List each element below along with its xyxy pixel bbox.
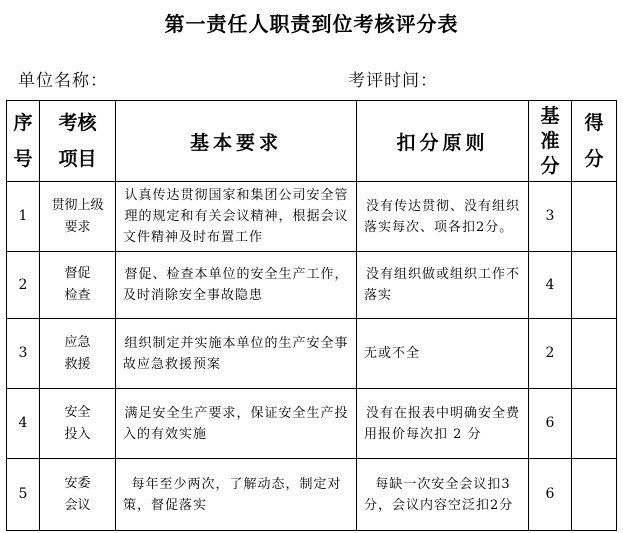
row-base-score: 2: [529, 319, 572, 389]
header-score: 得 分: [572, 101, 617, 182]
row-deduction: 没有组织做或组织工作不落实: [357, 252, 529, 319]
table-row: [7, 252, 617, 319]
evaluation-time-label: 考评时间：: [348, 71, 438, 91]
row-seq: 3: [7, 319, 40, 389]
row-deduction: 没有在报表中明确安全费用报价每次扣 2 分: [357, 389, 529, 459]
row-score[interactable]: [572, 459, 617, 531]
row-deduction: 每缺一次安全会议扣3分，会议内容空泛扣2分: [357, 459, 529, 531]
header-requirement: 基本要求: [116, 101, 357, 182]
document-title: 第一责任人职责到位考核评分表: [164, 12, 459, 36]
row-base-score: 4: [529, 252, 572, 319]
table-row: [7, 459, 617, 531]
table-header-row: [7, 101, 617, 182]
row-requirement: 满足安全生产要求，保证安全生产投入的有效实施: [116, 389, 357, 459]
row-requirement: 组织制定并实施本单位的生产安全事故应急救援预案: [116, 319, 357, 389]
row-item: 贯彻上级 要求: [40, 182, 116, 252]
header-seq: 序 号: [7, 101, 40, 182]
header-item: 考核 项目: [40, 101, 116, 182]
row-item: 督促 检查: [40, 252, 116, 319]
row-seq: 5: [7, 459, 40, 531]
row-item: 安全 投入: [40, 389, 116, 459]
row-item: 安委 会议: [40, 459, 116, 531]
row-score[interactable]: [572, 182, 617, 252]
row-base-score: 6: [529, 459, 572, 531]
header-base-score: 基 准 分: [529, 101, 572, 182]
unit-name-label: 单位名称：: [18, 71, 108, 91]
table-row: [7, 389, 617, 459]
table-row: [7, 182, 617, 252]
row-base-score: 6: [529, 389, 572, 459]
row-deduction: 没有传达贯彻、没有组织落实每次、项各扣2分。: [357, 182, 529, 252]
table-row: [7, 319, 617, 389]
row-score[interactable]: [572, 252, 617, 319]
score-table: [6, 100, 617, 531]
row-score[interactable]: [572, 389, 617, 459]
row-score[interactable]: [572, 319, 617, 389]
row-item: 应急 救援: [40, 319, 116, 389]
row-seq: 1: [7, 182, 40, 252]
row-requirement: 认真传达贯彻国家和集团公司安全管理的规定和有关会议精神，根据会议文件精神及时布置工作: [116, 182, 357, 252]
row-seq: 4: [7, 389, 40, 459]
row-requirement: 督促、检查本单位的安全生产工作，及时消除安全事故隐患: [116, 252, 357, 319]
header-deduction: 扣分原则: [357, 101, 529, 182]
row-seq: 2: [7, 252, 40, 319]
row-base-score: 3: [529, 182, 572, 252]
row-requirement: 每年至少两次，了解动态，制定对策，督促落实: [116, 459, 357, 531]
row-deduction: 无或不全: [357, 319, 529, 389]
